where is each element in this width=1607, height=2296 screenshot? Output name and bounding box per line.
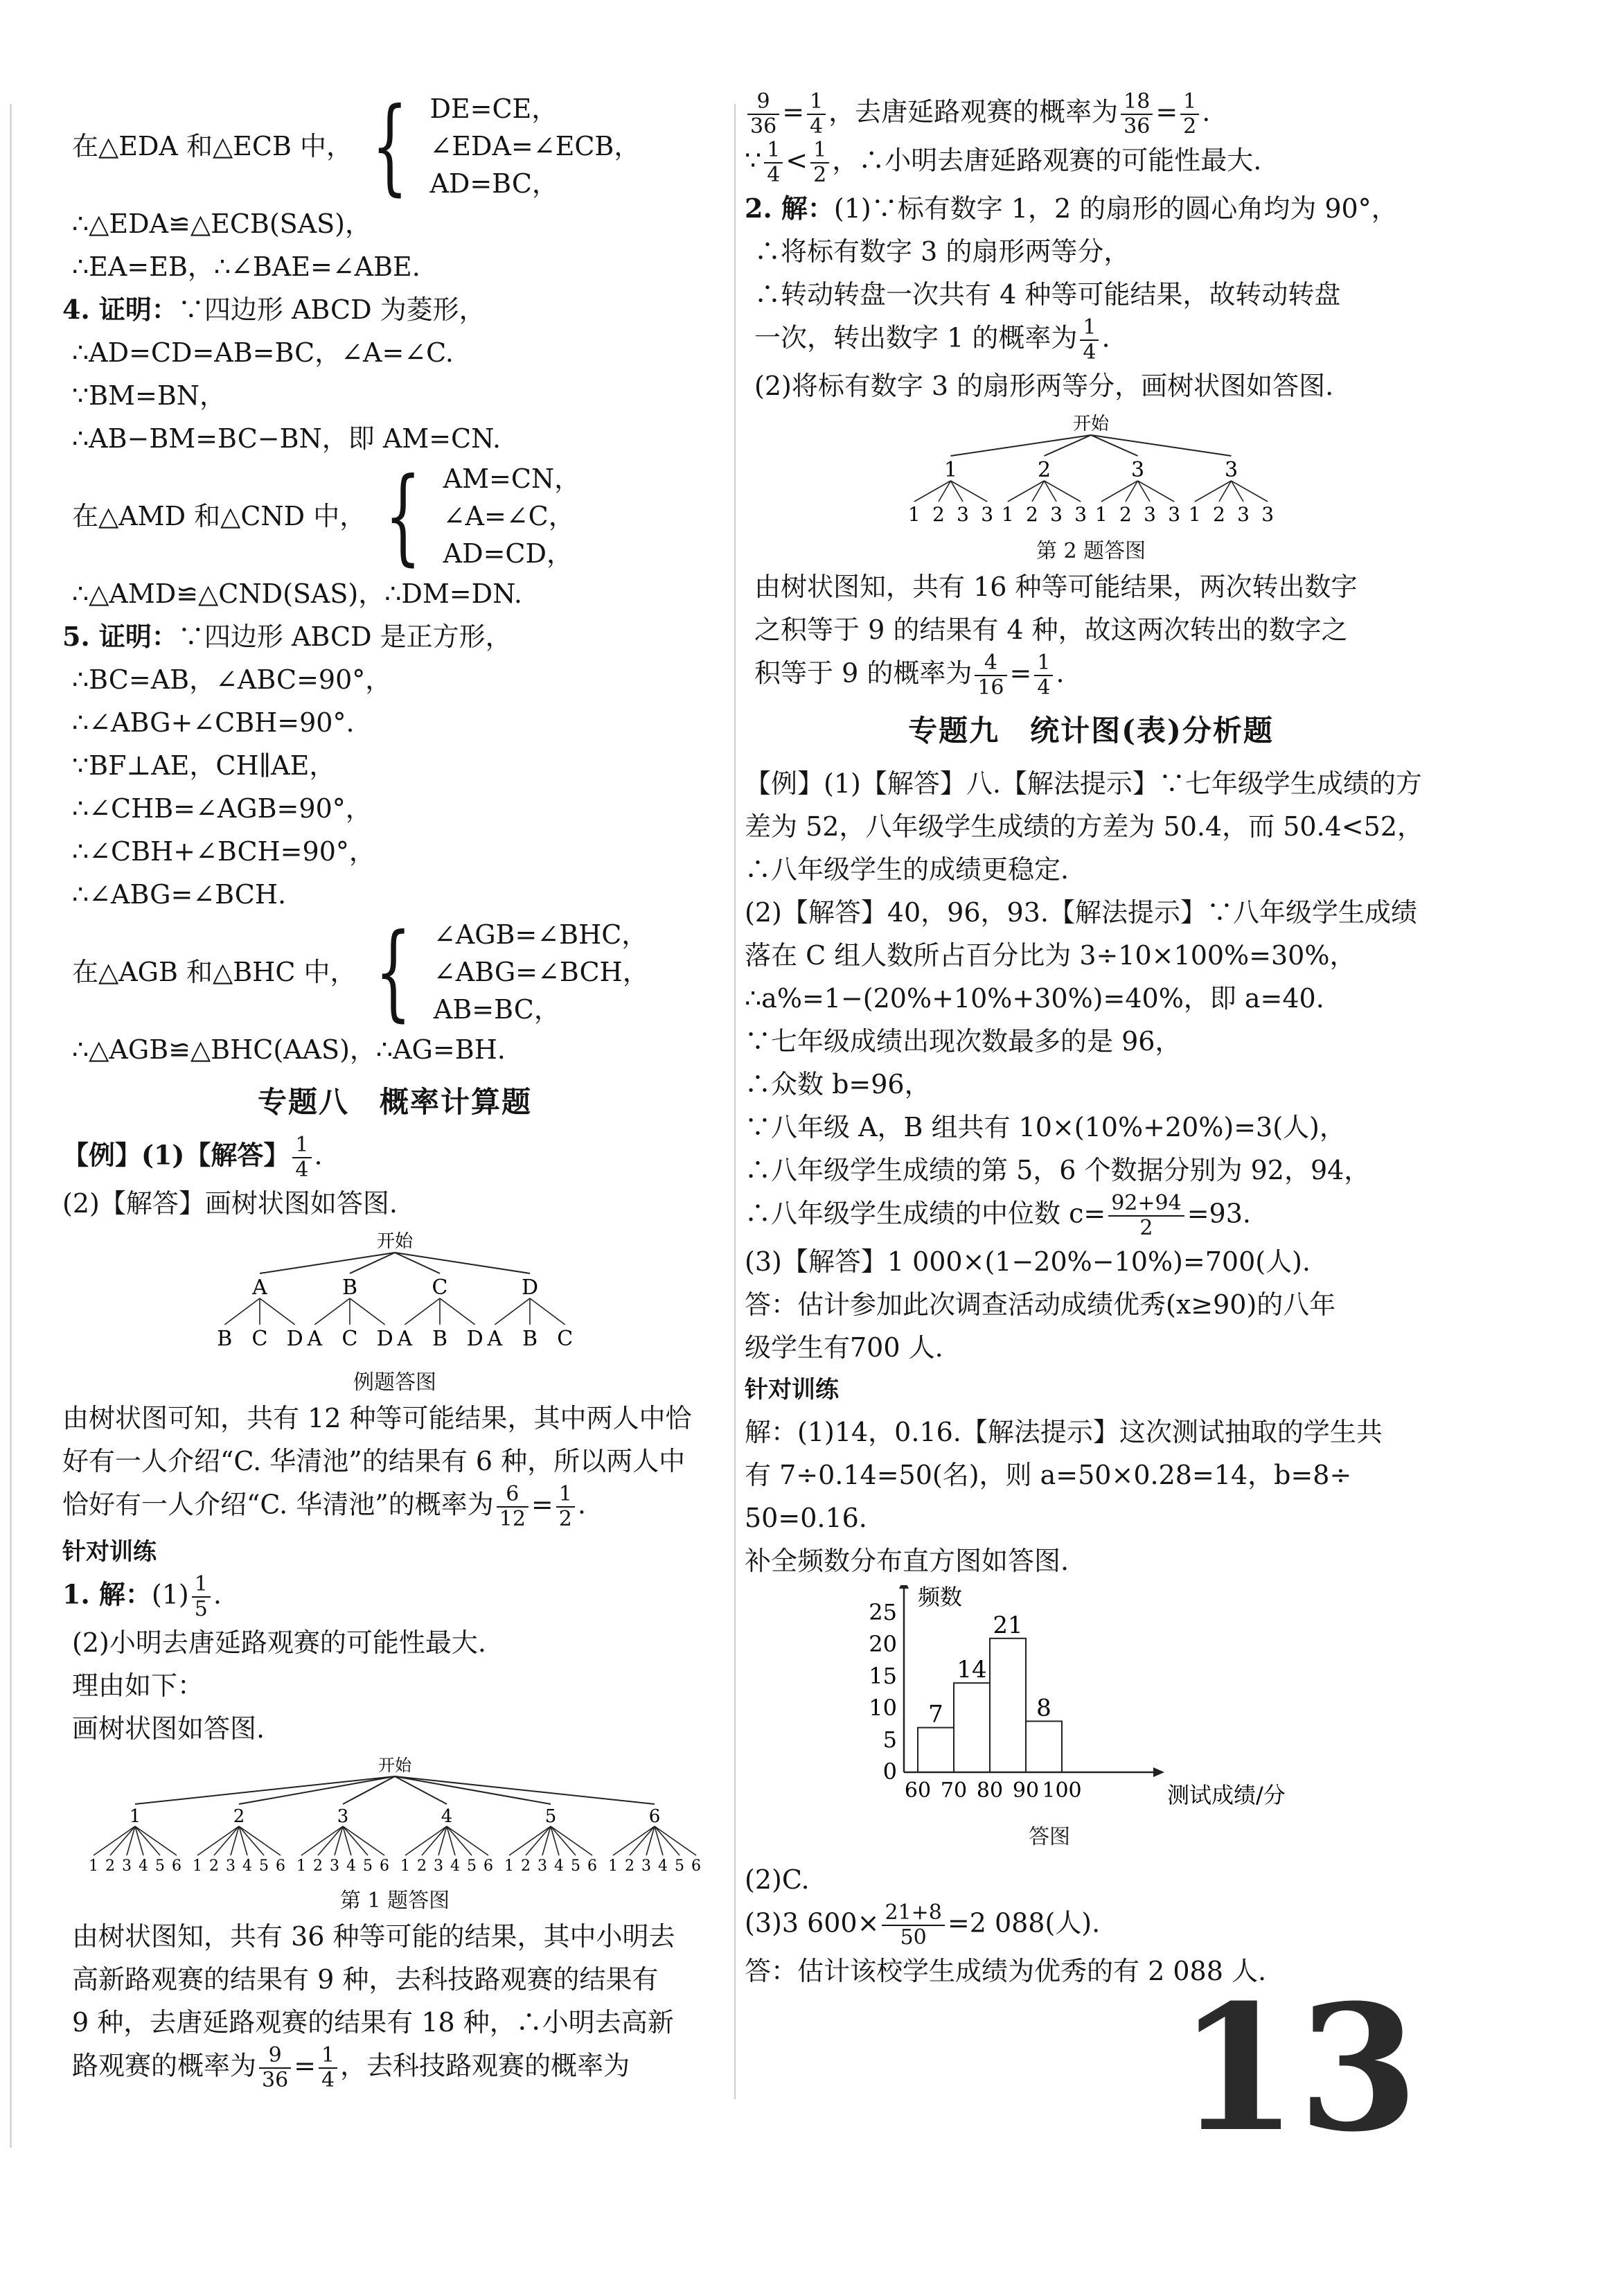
- tree-branch: [260, 1253, 395, 1273]
- page-edge-shadow: [10, 104, 12, 2148]
- tree-leaf: 1: [193, 1857, 202, 1875]
- tree-node: 3: [337, 1806, 349, 1827]
- system-lines: [443, 460, 581, 572]
- tree-branch: [260, 1298, 295, 1325]
- brace: {: [384, 456, 422, 576]
- text: ，去唐延路观赛的概率为: [828, 96, 1119, 127]
- tree-leaf: 5: [259, 1857, 269, 1875]
- y-tick-label: 10: [869, 1695, 897, 1721]
- tree-leaf: 4: [450, 1857, 460, 1875]
- fraction: [764, 139, 783, 187]
- y-tick-label: 20: [869, 1631, 897, 1657]
- text-line: 9 种，去唐延路观赛的结果有 18 种，∴小明去高新: [72, 2007, 674, 2038]
- question-label: 2. 解：: [745, 193, 834, 224]
- text-line: ∴∠CBH+∠BCH=90°，: [72, 836, 375, 867]
- numerator: 1: [1180, 90, 1199, 115]
- system-eda-ecb: [62, 86, 727, 206]
- tree-leaf: 3: [957, 503, 969, 526]
- text-line: 由树状图知，共有 36 种等可能的结果，其中小明去: [72, 1921, 675, 1952]
- column-divider: [734, 104, 736, 2099]
- tree-leaf: D: [376, 1327, 393, 1351]
- y-tick-label: 25: [869, 1599, 897, 1625]
- system-line: ∠AGB=∠BHC，: [433, 919, 648, 950]
- question-label: 1. 解：: [62, 1578, 152, 1610]
- chart-caption: 答图: [1029, 1825, 1070, 1849]
- text-line: [745, 1901, 1437, 1950]
- tree-node: 3: [1130, 458, 1145, 482]
- text-line: 高新路观赛的结果有 9 种，去科技路观赛的结果有: [72, 1964, 659, 1995]
- page-number: 13: [1178, 1966, 1419, 2170]
- system-lines: [429, 90, 640, 202]
- text: (1)∵标有数字 1，2 的扇形的圆心角均为 90°，: [833, 193, 1398, 224]
- tree-leaf: 5: [571, 1857, 580, 1875]
- system-prefix: 在△EDA 和△ECB 中，: [72, 131, 353, 161]
- tree-leaf: 6: [380, 1857, 389, 1875]
- x-axis-label: 测试成绩/分: [1167, 1782, 1286, 1808]
- tree-node: A: [252, 1275, 267, 1300]
- system-line: ∠A=∠C，: [443, 501, 575, 531]
- tree-leaf: 3: [1237, 503, 1250, 526]
- tree-leaf: 1: [89, 1857, 98, 1875]
- histogram-bar: [1026, 1721, 1062, 1772]
- tree-leaf: 2: [313, 1857, 323, 1875]
- text: ∵: [745, 145, 762, 176]
- tree-branch: [495, 1298, 530, 1325]
- system-prefix: 在△AMD 和△CND 中，: [72, 501, 366, 531]
- numerator: 1: [807, 90, 826, 115]
- brace: {: [375, 912, 412, 1032]
- numerator: 92+94: [1108, 1192, 1184, 1217]
- text-line: ∴△EDA≌△ECB(SAS)，: [72, 209, 372, 239]
- tree-node: 1: [943, 458, 958, 482]
- tree-leaf: 3: [1074, 503, 1087, 526]
- question-2-first: [745, 187, 1437, 230]
- x-tick-label: 100: [1042, 1778, 1082, 1803]
- tree-leaf: 2: [209, 1857, 219, 1875]
- training-title: 针对训练: [62, 1538, 157, 1566]
- system-prefix: 在△AGB 和△BHC 中，: [72, 957, 357, 987]
- numerator: 1: [810, 139, 829, 164]
- denominator: 12: [499, 1507, 526, 1531]
- text: (3)3 600×: [745, 1907, 880, 1939]
- fraction: [807, 90, 826, 139]
- bar-value-label: 21: [993, 1611, 1023, 1639]
- denominator: 2: [1139, 1216, 1153, 1240]
- text-line: ∴AD=CD=AB=BC，∠A=∠C.: [72, 337, 454, 368]
- tree-branch: [530, 1298, 565, 1325]
- text-line: ∴八年级学生的成绩更稳定.: [745, 854, 1069, 885]
- text-line: 答：估计参加此次调查活动成绩优秀(x≥90)的八年: [745, 1289, 1336, 1320]
- text-line: 【例】(1)【解答】八.【解法提示】∵七年级学生成绩的方: [745, 768, 1422, 799]
- tree-leaf: A: [307, 1327, 323, 1351]
- x-tick-label: 60: [904, 1778, 932, 1803]
- tree-leaf: 3: [1168, 503, 1181, 526]
- histogram-bar: [954, 1683, 990, 1772]
- tree-leaf: 5: [675, 1857, 684, 1875]
- tree-branch: [440, 1298, 475, 1325]
- system-line: ∠EDA=∠ECB，: [429, 131, 641, 161]
- numerator: 1: [192, 1573, 211, 1598]
- tree-leaf: 2: [105, 1857, 115, 1875]
- denominator: 36: [1124, 114, 1151, 139]
- tree-leaf: A: [487, 1327, 503, 1351]
- text-line: 有 7÷0.14=50(名)，则 a=50×0.28=14，b=8÷: [745, 1460, 1352, 1490]
- text-line: 积等于 9 的概率为 $\frac{4}{16}$ = $\frac{1}{4}$ .: [754, 651, 1065, 700]
- text-line: 级学生有700 人.: [745, 1332, 943, 1363]
- fraction: [810, 139, 829, 187]
- fraction: [292, 1133, 311, 1182]
- example-label: 【例】(1)【解答】: [62, 1139, 290, 1171]
- tree-leaf: 2: [1213, 503, 1225, 526]
- text-line: ∵八年级 A，B 组共有 10×(10%+20%)=3(人)，: [745, 1112, 1346, 1142]
- text-line: 补全频数分布直方图如答图.: [745, 1546, 1069, 1576]
- numerator: 1: [556, 1483, 575, 1508]
- tree-leaf: 3: [1261, 503, 1275, 526]
- text: 一次，转出数字 1 的概率为: [754, 322, 1078, 353]
- question-label: 4. 证明：: [62, 294, 178, 325]
- denominator: 2: [558, 1507, 572, 1531]
- denominator: 4: [767, 163, 781, 187]
- tree-branch: [350, 1298, 385, 1325]
- fraction: [975, 651, 1006, 700]
- tree-node: C: [432, 1275, 448, 1300]
- left-column: [62, 86, 727, 2092]
- numerator: 21+8: [882, 1901, 944, 1926]
- tree-leaf: 2: [625, 1857, 634, 1875]
- text-line: (2)小明去唐延路观赛的可能性最大.: [72, 1627, 486, 1658]
- system-line: AB=BC，: [433, 994, 560, 1025]
- fraction: [497, 1483, 529, 1531]
- tree-leaf: B: [432, 1327, 448, 1351]
- text-line: ∵BF⊥AE，CH∥AE，: [72, 750, 336, 781]
- system-line: AM=CN，: [443, 463, 581, 494]
- text-line: ∵七年级成绩出现次数最多的是 96，: [745, 1026, 1182, 1057]
- tree-leaf: 6: [691, 1857, 701, 1875]
- text-line: ∴众数 b=96，: [745, 1069, 931, 1100]
- tree-leaf: D: [466, 1327, 483, 1351]
- text-line: 答：估计该校学生成绩为优秀的有 2 088 人.: [745, 1956, 1267, 1986]
- example-line: 【例】(1)【解答】 $\frac{1}{4}$ .: [62, 1133, 323, 1182]
- tree-leaf: 2: [932, 503, 945, 526]
- denominator: 36: [750, 114, 777, 139]
- fraction: [1034, 651, 1053, 700]
- denominator: 4: [321, 2068, 335, 2092]
- text: 积等于 9 的概率为: [754, 657, 973, 689]
- fraction: [259, 2044, 291, 2092]
- text-line: ∴八年级学生成绩的第 5，6 个数据分别为 92，94，: [745, 1155, 1371, 1185]
- tree-leaf: 4: [554, 1857, 564, 1875]
- text: ∴八年级学生成绩的中位数 c=: [745, 1198, 1106, 1229]
- tree-caption: 例题答图: [353, 1370, 436, 1395]
- text-line: 画树状图如答图.: [72, 1713, 265, 1744]
- system-line: DE=CE，: [429, 94, 558, 124]
- tree-leaf: 1: [296, 1857, 306, 1875]
- tree-leaf: 6: [483, 1857, 493, 1875]
- text-line: ∵BM=BN，: [72, 380, 227, 411]
- text-line: ∴a%=1−(20%+10%+30%)=40%，即 a=40.: [745, 983, 1324, 1014]
- tree-branch: [1091, 435, 1232, 456]
- tree-diagram-q2: [904, 410, 1278, 535]
- section-9-title: 专题九 统计图(表)分析题: [908, 714, 1274, 748]
- tree-leaf: 3: [434, 1857, 443, 1875]
- text-line: 由树状图可知，共有 12 种等可能结果，其中两人中恰: [62, 1403, 692, 1433]
- text: ，去科技路观赛的概率为: [340, 2050, 630, 2081]
- y-axis-label: 频数: [918, 1585, 963, 1610]
- fraction: [556, 1483, 575, 1531]
- numerator: 1: [1034, 651, 1053, 676]
- tree-leaf: B: [522, 1327, 538, 1351]
- tree-branch: [224, 1298, 260, 1325]
- bar-value-label: 7: [928, 1700, 943, 1729]
- tree-leaf: 1: [1001, 503, 1014, 526]
- tree-root: 开始: [378, 1756, 411, 1775]
- text: (1): [151, 1579, 189, 1610]
- text: 恰好有一人介绍“C. 华清池”的概率为: [62, 1489, 494, 1520]
- tree-leaf: 3: [330, 1857, 339, 1875]
- text-line: [745, 1192, 1437, 1240]
- tree-leaf: 1: [1188, 503, 1201, 526]
- denominator: 2: [1183, 114, 1197, 139]
- tree-body: [217, 1253, 573, 1351]
- tree-branch: [951, 435, 1092, 456]
- x-tick-label: 80: [976, 1778, 1004, 1803]
- tree-leaf: 4: [242, 1857, 252, 1875]
- tree-branch: [314, 1298, 350, 1325]
- tree-leaf: A: [397, 1327, 413, 1351]
- numerator: 4: [975, 651, 1006, 676]
- denominator: 4: [1037, 675, 1051, 700]
- tree-leaf: 6: [587, 1857, 597, 1875]
- text: =93.: [1187, 1198, 1251, 1229]
- tree-diagram-example: [215, 1228, 575, 1366]
- y-tick-label: 5: [882, 1727, 897, 1753]
- tree-branch: [395, 1253, 530, 1273]
- tree-leaf: 4: [139, 1857, 148, 1875]
- text-line: ∴△AGB≌△BHC(AAS)，∴AG=BH.: [72, 1034, 506, 1065]
- tree-node: 2: [233, 1806, 245, 1827]
- tree-leaf: D: [286, 1327, 303, 1351]
- tree-leaf: C: [341, 1327, 358, 1351]
- tree-leaf: C: [251, 1327, 268, 1351]
- histogram-bar: [990, 1639, 1026, 1772]
- fraction: [1180, 90, 1199, 139]
- tree-leaf: B: [217, 1327, 233, 1351]
- tree-leaf: 1: [504, 1857, 514, 1875]
- text-line: (2)将标有数字 3 的扇形两等分，画树状图如答图.: [754, 371, 1334, 401]
- question-label: 5. 证明：: [62, 621, 178, 652]
- tree-leaf: 1: [400, 1857, 410, 1875]
- tree-leaf: 2: [521, 1857, 531, 1875]
- text-line: ∴△AMD≌△CND(SAS)，∴DM=DN.: [72, 579, 522, 609]
- tree-root: 开始: [1072, 414, 1110, 434]
- text-line: (2)C.: [745, 1864, 810, 1895]
- text-line: 解：(1)14，0.16.【解法提示】这次测试抽取的学生共: [745, 1417, 1383, 1447]
- training-title: 针对训练: [745, 1376, 839, 1404]
- tree-node: D: [521, 1275, 539, 1300]
- text-line: ∴∠CHB=∠AGB=90°，: [72, 793, 372, 824]
- text-line: ∴将标有数字 3 的扇形两等分，: [754, 236, 1130, 267]
- fraction: [192, 1573, 211, 1621]
- tree-body: [89, 1776, 701, 1875]
- tree-leaf: 3: [1050, 503, 1063, 526]
- text-line: 差为 52，八年级学生成绩的方差为 50.4，而 50.4<52，: [745, 811, 1424, 842]
- tree-branch: [405, 1298, 440, 1325]
- tree-leaf: 2: [417, 1857, 427, 1875]
- tree-caption: 第 1 题答图: [339, 1889, 450, 1913]
- tree-leaf: 6: [276, 1857, 285, 1875]
- fraction: [1080, 316, 1099, 364]
- tree-leaf: 3: [1144, 503, 1156, 526]
- numerator: 6: [497, 1483, 529, 1508]
- tree-node: 5: [544, 1806, 557, 1827]
- text-line: 恰好有一人介绍“C. 华清池”的概率为 $\frac{6}{12}$ = $\frac{1}{2}$ .: [62, 1482, 586, 1531]
- tree-node: 1: [129, 1806, 141, 1827]
- denominator: 16: [977, 675, 1004, 700]
- system-lines: [434, 916, 649, 1028]
- text-line: ∴∠ABG=∠BCH.: [72, 879, 287, 910]
- text-line: [745, 139, 1437, 187]
- x-axis-arrow: [1153, 1767, 1164, 1777]
- system-line: AD=CD，: [443, 538, 573, 569]
- tree-diagram-q1: [83, 1753, 707, 1884]
- question-1-first: 1. 解：(1) $\frac{1}{5}$ .: [62, 1572, 222, 1621]
- text-line: ∴AB−BM=BC−BN，即 AM=CN.: [72, 423, 501, 454]
- bar-value-label: 8: [1036, 1694, 1051, 1722]
- text: 路观赛的概率为: [72, 2050, 257, 2081]
- text-line: 50=0.16.: [745, 1503, 867, 1533]
- text-line: (3)【解答】1 000×(1−20%−10%)=700(人).: [745, 1246, 1311, 1277]
- system-line: AD=BC，: [429, 168, 558, 199]
- text-line: 由树状图知，共有 16 种等可能结果，两次转出数字: [754, 572, 1358, 602]
- tree-leaf: 2: [1026, 503, 1038, 526]
- text: <: [785, 145, 808, 176]
- question-5-first: [62, 615, 727, 658]
- text-line: (2)【解答】40，96，93.【解法提示】∵八年级学生成绩: [745, 897, 1417, 928]
- text-line: 落在 C 组人数所占百分比为 3÷10×100%=30%，: [745, 940, 1356, 971]
- tree-leaf: 1: [907, 503, 921, 526]
- text: =2 088(人).: [947, 1907, 1101, 1939]
- numerator: 1: [764, 139, 783, 164]
- fraction: [882, 1901, 944, 1950]
- numerator: 9: [747, 90, 779, 115]
- question-4-first: [62, 288, 727, 331]
- tree-caption: 第 2 题答图: [1036, 539, 1146, 563]
- text-line: ∴∠ABG+∠CBH=90°.: [72, 707, 355, 738]
- tree-node: 6: [648, 1806, 661, 1827]
- tree-node: 3: [1224, 458, 1238, 482]
- text-line: ∴EA=EB，∴∠BAE=∠ABE.: [72, 251, 420, 282]
- tree-leaf: 3: [226, 1857, 236, 1875]
- tree-leaf: 3: [981, 503, 994, 526]
- x-tick-label: 90: [1012, 1778, 1040, 1803]
- numerator: 1: [1080, 316, 1099, 341]
- system-line: ∠ABG=∠BCH，: [433, 957, 649, 987]
- x-tick-label: 70: [940, 1778, 968, 1803]
- text: ，∴小明去唐延路观赛的可能性最大.: [832, 145, 1262, 176]
- tree-leaf: 5: [467, 1857, 477, 1875]
- tree-leaf: C: [557, 1327, 574, 1351]
- tree-leaf: 3: [641, 1857, 651, 1875]
- denominator: 4: [1083, 340, 1097, 364]
- tree-leaf: 1: [1094, 503, 1108, 526]
- system-agb-bhc: [62, 912, 727, 1032]
- y-tick-label: 0: [882, 1758, 897, 1785]
- tree-leaf: 1: [608, 1857, 618, 1875]
- right-column: [745, 90, 1437, 1993]
- section-8-title: 专题八 概率计算题: [257, 1085, 532, 1119]
- denominator: 50: [900, 1925, 927, 1950]
- text-line: ∴BC=AB，∠ABC=90°，: [72, 664, 392, 695]
- histogram-bar: [918, 1728, 954, 1772]
- histogram-chart: [842, 1585, 1326, 1821]
- tree-leaf: 3: [538, 1857, 547, 1875]
- system-amd-cnd: [62, 456, 727, 576]
- denominator: 36: [262, 2068, 289, 2092]
- tree-leaf: 4: [658, 1857, 668, 1875]
- text-line: 一次，转出数字 1 的概率为 $\frac{1}{4}$ .: [754, 315, 1110, 364]
- text-line: ∴转动转盘一次共有 4 种等可能结果，故转动转盘: [754, 279, 1341, 310]
- brace: {: [371, 86, 408, 206]
- y-axis-arrow: [899, 1585, 909, 1589]
- text-line: $\frac{9}{36}$ = $\frac{1}{4}$ ，去唐延路观赛的概率为 $\frac{18}{36}$ = $\frac{1}{2}$ .: [745, 90, 1437, 139]
- text-line: 理由如下：: [72, 1670, 204, 1701]
- text-line: (2)【解答】画树状图如答图.: [62, 1188, 398, 1219]
- tree-leaf: 5: [363, 1857, 373, 1875]
- denominator: 4: [295, 1158, 309, 1182]
- tree-node: 4: [441, 1806, 453, 1827]
- y-tick-label: 15: [869, 1663, 897, 1689]
- tree-leaf: 5: [155, 1857, 165, 1875]
- tree-node: 2: [1037, 458, 1051, 482]
- text-line: 好有一人介绍“C. 华清池”的结果有 6 种，所以两人中: [62, 1446, 686, 1476]
- text: ∵四边形 ABCD 为菱形，: [177, 294, 486, 325]
- numerator: 18: [1121, 90, 1153, 115]
- numerator: 9: [259, 2044, 291, 2069]
- tree-leaf: 6: [172, 1857, 181, 1875]
- text: ∵四边形 ABCD 是正方形，: [177, 621, 512, 652]
- denominator: 2: [813, 163, 827, 187]
- fraction: [1108, 1192, 1184, 1240]
- tree-root: 开始: [376, 1231, 414, 1252]
- fraction: [747, 90, 779, 139]
- bar-value-label: 14: [957, 1656, 987, 1684]
- denominator: 4: [810, 114, 824, 139]
- tree-leaf: 3: [122, 1857, 132, 1875]
- fraction: [319, 2044, 337, 2092]
- numerator: 1: [319, 2044, 337, 2069]
- tree-body: [908, 435, 1274, 526]
- tree-node: B: [341, 1275, 358, 1300]
- numerator: 1: [292, 1133, 311, 1158]
- denominator: 5: [194, 1597, 208, 1621]
- tree-leaf: 2: [1119, 503, 1132, 526]
- text-line: 路观赛的概率为 $\frac{9}{36}$ = $\frac{1}{4}$ ，去科技路观赛的概率为: [72, 2043, 630, 2092]
- tree-leaf: 4: [346, 1857, 356, 1875]
- fraction: [1121, 90, 1153, 139]
- text-line: 之积等于 9 的结果有 4 种，故这两次转出的数字之: [754, 615, 1348, 645]
